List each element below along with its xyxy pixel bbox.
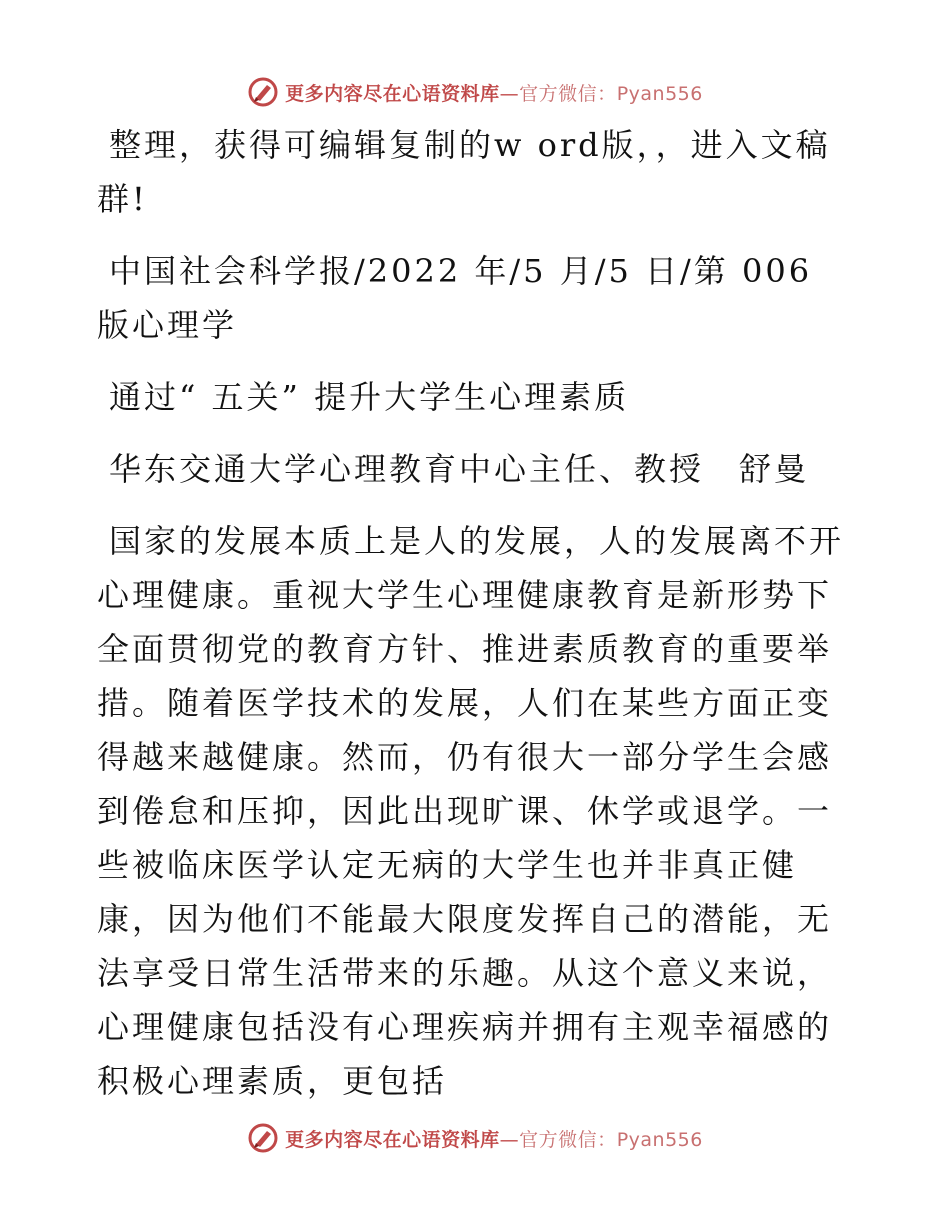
watermark-dash: — — [499, 82, 520, 105]
document-body — [97, 118, 857, 1108]
watermark-dash: — — [499, 1128, 520, 1151]
watermark-wechat-id: Pyan556 — [616, 82, 703, 105]
watermark-wechat-id: Pyan556 — [616, 1128, 703, 1151]
watermark-wechat-label: 官方微信： — [519, 1128, 617, 1151]
source-line: 中国社会科学报/2022 年/5 月/5 日/第 006 版心理学 — [97, 252, 813, 344]
article-title: 通过“ 五关” 提升大学生心理素质 — [109, 378, 630, 416]
body-paragraph: 国家的发展本质上是人的发展，人的发展离不开心理健康。重视大学生心理健康教育是新形势下全面贯彻党的教育方针、推进素质教育的重要举措。随着医学技术的发展，人们在某些方面正变得越来越健康。然而，仍有很大一部分学生会感到倦怠和压抑，因此出现旷课、休学或退学。一些被临床医学认定无病的大学生也并非真正健康，因为他们不能最大限度发挥自己的潜能，无法享受日常生活带来的乐趣。从这个意义来说，心理健康包括没有心理疾病并拥有主观幸福感的积极心理素质，更包括 — [97, 522, 845, 1100]
watermark-text — [285, 1125, 703, 1152]
watermark-text — [285, 79, 703, 106]
watermark-wechat-label: 官方微信： — [519, 82, 617, 105]
intro-note: 整理，获得可编辑复制的w ord版，，进入文稿群! — [97, 126, 831, 218]
pen-seal-icon — [247, 1122, 279, 1154]
watermark-brand: 更多内容尽在心语资料库 — [285, 1128, 500, 1151]
pen-seal-icon — [247, 76, 279, 108]
header-watermark — [0, 72, 950, 112]
author-line: 华东交通大学心理教育中心主任、教授 舒曼 — [109, 450, 810, 488]
footer-watermark — [0, 1118, 950, 1158]
watermark-brand: 更多内容尽在心语资料库 — [285, 82, 500, 105]
